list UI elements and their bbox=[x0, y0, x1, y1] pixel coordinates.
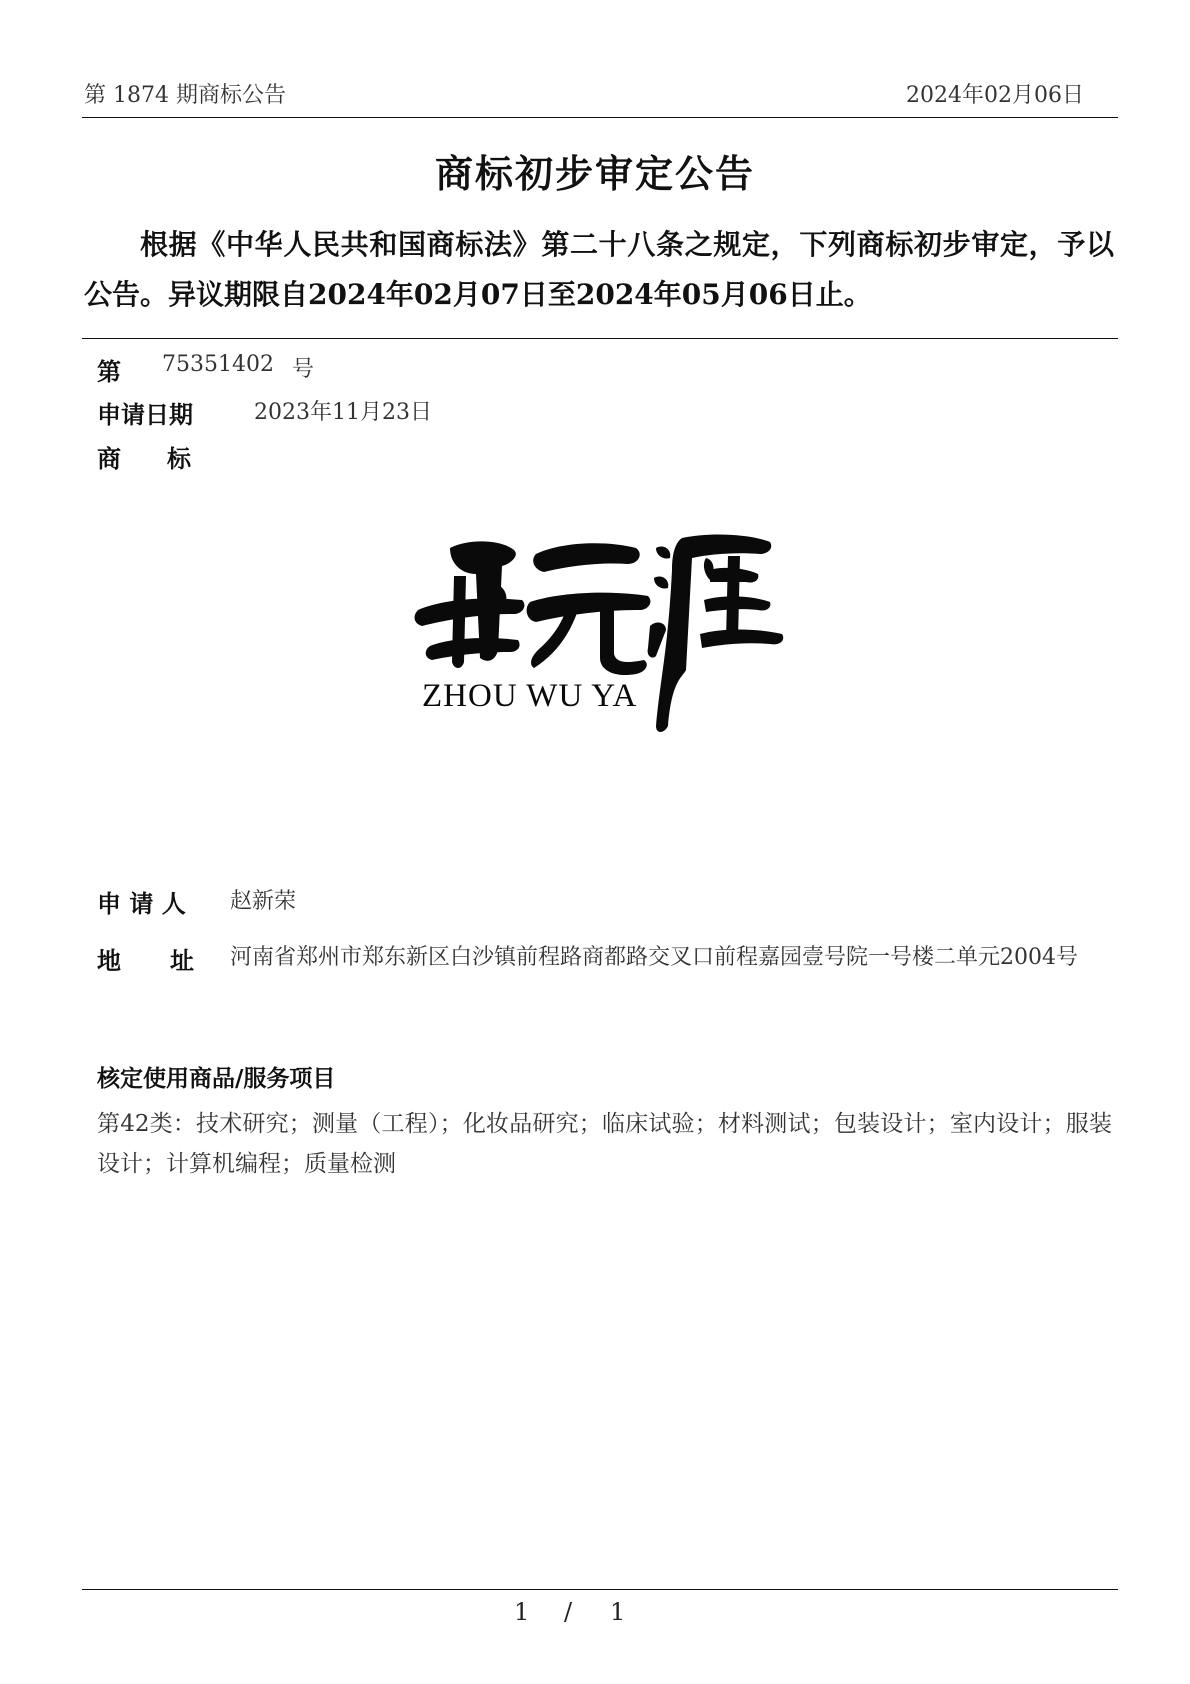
mark-latin-text: ZHOU WU YA bbox=[422, 678, 638, 714]
page-separator: / bbox=[564, 1598, 573, 1626]
address-label-1: 地 bbox=[97, 946, 121, 975]
application-date-label: 申请日期 bbox=[97, 400, 193, 429]
footer-divider bbox=[82, 1589, 1118, 1590]
applicant-address: 河南省郑州市郑东新区白沙镇前程路商都路交叉口前程嘉园壹号院一号楼二单元2004号 bbox=[230, 945, 1078, 970]
publication-date: 2024年02月06日 bbox=[906, 83, 1084, 108]
number-label-post: 号 bbox=[292, 357, 315, 382]
section-divider bbox=[82, 338, 1118, 339]
page-number: 1 bbox=[514, 1598, 530, 1626]
applicant-name: 赵新荣 bbox=[230, 889, 297, 914]
registration-number: 75351402 bbox=[162, 352, 274, 377]
page-total: 1 bbox=[610, 1598, 626, 1626]
number-label-pre: 第 bbox=[97, 357, 121, 386]
mark-chinese-text: 舟无涯 bbox=[410, 680, 413, 681]
application-date: 2023年11月23日 bbox=[254, 400, 432, 425]
applicant-label: 申 请 人 bbox=[97, 889, 186, 918]
mark-label-1: 商 bbox=[97, 444, 121, 473]
issue-number: 第 1874 期商标公告 bbox=[84, 83, 286, 108]
address-label-2: 址 bbox=[170, 946, 194, 975]
goods-services-list: 第42类：技术研究；测量（工程）；化妆品研究；临床试验；材料测试；包装设计；室内设计；服装设计；计算机编程；质量检测 bbox=[97, 1111, 1112, 1177]
header-divider bbox=[82, 117, 1118, 118]
goods-heading: 核定使用商品/服务项目 bbox=[97, 1065, 336, 1092]
trademark-logo bbox=[410, 530, 810, 746]
mark-label-2: 标 bbox=[167, 444, 191, 473]
intro-paragraph: 根据《中华人民共和国商标法》第二十八条之规定，下列商标初步审定，予以公告。异议期限自2024年02月07日至2024年05月06日止。 bbox=[84, 228, 1114, 311]
page-title: 商标初步审定公告 bbox=[434, 151, 755, 196]
